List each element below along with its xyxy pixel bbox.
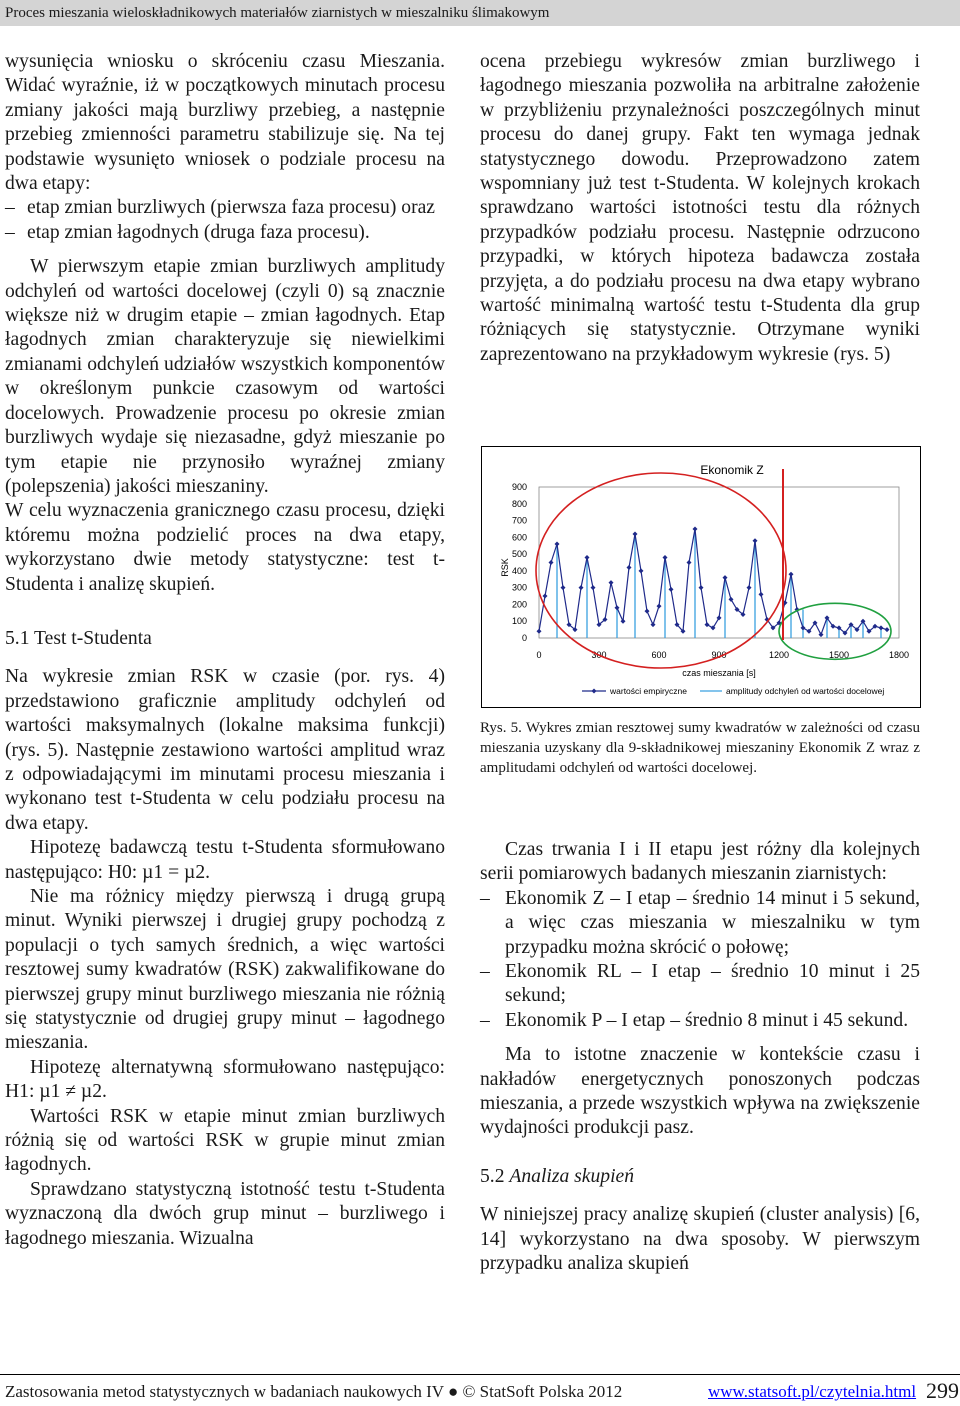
empirical-point bbox=[651, 622, 656, 627]
empirical-point bbox=[723, 575, 728, 580]
stage-one-ellipse bbox=[536, 473, 786, 668]
y-tick-label: 400 bbox=[511, 565, 527, 576]
running-header: Proces mieszania wieloskładnikowych materiałów ziarnistych w mieszalniku ślimakowym bbox=[0, 0, 960, 26]
empirical-point bbox=[705, 622, 710, 627]
empirical-point bbox=[585, 555, 590, 560]
legend-label-empirical: wartości empiryczne bbox=[610, 686, 687, 696]
empirical-point bbox=[699, 585, 704, 590]
section-heading bbox=[480, 1165, 920, 1189]
empirical-point bbox=[609, 580, 614, 585]
empirical-point bbox=[717, 615, 722, 620]
empirical-point bbox=[549, 560, 554, 565]
list-item: – Ekonomik P – I etap – średnio 8 minut i 45 sekund. bbox=[480, 1009, 920, 1033]
empirical-point bbox=[627, 565, 632, 570]
empirical-point bbox=[657, 604, 662, 609]
empirical-point bbox=[615, 605, 620, 610]
empirical-point bbox=[759, 592, 764, 597]
x-tick-label: 600 bbox=[651, 650, 667, 660]
y-tick-label: 200 bbox=[511, 599, 527, 610]
x-tick-label: 1800 bbox=[888, 650, 910, 660]
paragraph: Ma to istotne znaczenie w kontekście czasu i nakładów energetycznych ponoszonych podczas mieszania, a przede wszystkich wpływa na zwiększenie wydajności produkcji pasz. bbox=[480, 1044, 920, 1139]
footer-link[interactable]: www.statsoft.pl/czytelnia.html bbox=[708, 1382, 917, 1401]
x-tick-label: 1200 bbox=[768, 650, 790, 660]
section-title: Analiza skupień bbox=[509, 1165, 635, 1187]
empirical-point bbox=[711, 625, 716, 630]
y-tick-label: 500 bbox=[511, 549, 527, 560]
right-column-bottom bbox=[480, 838, 920, 1277]
x-axis-label: czas mieszania [s] bbox=[682, 668, 756, 678]
empirical-point bbox=[555, 542, 560, 547]
list-item: – etap zmian łagodnych (druga faza procesu). bbox=[5, 221, 445, 245]
x-tick-label: 0 bbox=[536, 650, 542, 660]
empirical-point bbox=[621, 619, 626, 624]
paragraph: ocena przebiegu wykresów zmian burzliwego i łagodnego mieszania pozwoliła na arbitralne założenie w przybliżeniu przynależności poszczególnych minut procesu do danej grupy. Fakt ten wymaga jednak statystycznego dowodu. Przeprowadzono zatem wspomniany już test t-Studenta. W kolejnych krokach sprawdzano wartości istotności testu dla różnych przypadków podziału procesu. Następnie odrzucono przypadki, w których hipoteza badawcza została przyjęta, a do podziału procesu na dwa etapy wybrano wartość minimalną wartość testu t-Studenta dla grup różniących się statystycznie. Otrzymane wyniki zaprezentowano na przykładowym wykresie (rys. 5) bbox=[480, 51, 920, 365]
paragraph: Na wykresie zmian RSK w czasie (por. rys. 4) przedstawiono graficznie amplitudy odchyleń od wartości maksymalnych (lokalne maksima funkcji) (rys. 5). Następnie zestawiono wartości amplitud wraz z odpowiadającymi im minutami procesu mieszania i wykonano test t-Studenta w celu podziału procesu na dwa etapy. bbox=[5, 666, 445, 834]
chart-title: Ekonomik Z bbox=[700, 463, 764, 477]
empirical-series-line bbox=[539, 529, 887, 635]
y-tick-label: 300 bbox=[511, 582, 527, 593]
paragraph: Wartości RSK w etapie minut zmian burzliwych różnią się od wartości RSK w grupie minut zmian łagodnych. bbox=[5, 1105, 445, 1176]
left-column bbox=[5, 50, 445, 1251]
y-tick-label: 100 bbox=[511, 616, 527, 627]
empirical-point bbox=[729, 597, 734, 602]
figure-caption: Rys. 5. Wykres zmian resztowej sumy kwadratów w zależności od czasu mieszania uzyskany dla 9-składnikowej mieszaniny Ekonomik Z wraz z amplitudami odchyleń od wartości docelowej. bbox=[480, 720, 920, 776]
paragraph: W niniejszej pracy analizę skupień (cluster analysis) [6, 14] wykorzystano na dwa sposoby. W pierwszym przypadku analiza skupień bbox=[480, 1204, 920, 1275]
chart-figure bbox=[481, 446, 921, 708]
paragraph: Hipotezę badawczą testu t-Studenta sformułowano następująco: H0: µ1 = µ2. bbox=[5, 837, 445, 883]
paragraph: wysunięcia wniosku o skróceniu czasu Mieszania. Widać wyraźnie, iż w początkowych minutach procesu zmiany jakości mają burzliwy przebieg, a następnie przebieg zmienności parametru stabilizuje się. Na tej podstawie wysunięto wniosek o podziale procesu na dwa etapy: bbox=[5, 51, 445, 195]
page-number: 299 bbox=[926, 1378, 959, 1403]
paragraph: Hipotezę alternatywną sformułowano następująco: H1: µ1 ≠ µ2. bbox=[5, 1056, 445, 1103]
footer-text: Zastosowania metod statystycznych w badaniach naukowych IV ● © StatSoft Polska 2012 bbox=[5, 1382, 623, 1401]
y-tick-label: 0 bbox=[521, 633, 527, 643]
legend-marker-empirical bbox=[592, 689, 597, 694]
empirical-point bbox=[753, 538, 758, 543]
y-axis-label: RSK bbox=[500, 558, 510, 577]
empirical-point bbox=[579, 585, 584, 590]
empirical-point bbox=[819, 632, 824, 637]
list-item: – Ekonomik RL – I etap – średnio 10 minut i 25 sekund; bbox=[480, 960, 920, 1009]
empirical-point bbox=[633, 531, 638, 536]
paragraph: W celu wyznaczenia granicznego czasu procesu, dzięki któremu można podzielić proces na dwa etapy, wykorzystano dwie metody statystyczne: test t-Studenta i analizę skupień. bbox=[5, 500, 445, 595]
paragraph: W pierwszym etapie zmian burzliwych amplitudy odchyleń od wartości docelowej (czyli 0) są znacznie większe niż w drugim etapie – zmian łagodnych. Etap łagodnych zmian charakteryzuje się niewielkimi zmianami odchyleń udziałów wszystkich komponentów w określonym punkcie czasowym od wartości docelowych. Prowadzenie procesu po okresie zmian burzliwych wydaje się niezasadne, gdyż mieszanie po tym etapie nie przynosiło wyraźnej zmiany (polepszenia) jakości mieszaniny. bbox=[5, 256, 445, 497]
empirical-point bbox=[639, 568, 644, 573]
empirical-point bbox=[801, 625, 806, 630]
list-item: – Ekonomik Z – I etap – średnio 14 minut i 5 sekund, a więc czas mieszania w mieszalniku w tym przypadku można skrócić o połowę; bbox=[480, 887, 920, 960]
section-number: 5.2 bbox=[480, 1165, 510, 1187]
right-column-top bbox=[480, 50, 920, 367]
paragraph: Sprawdzano statystyczną istotność testu t-Studenta wyznaczoną dla dwóch grup minut – burzliwego i łagodnego mieszania. Wizualna bbox=[5, 1178, 445, 1249]
empirical-point bbox=[669, 587, 674, 592]
x-tick-label: 300 bbox=[591, 650, 607, 660]
y-tick-label: 900 bbox=[511, 482, 527, 492]
empirical-point bbox=[561, 585, 566, 590]
chart-svg bbox=[482, 447, 920, 707]
footer-rule bbox=[0, 1374, 960, 1375]
empirical-point bbox=[537, 629, 542, 634]
list-item: – etap zmian burzliwych (pierwsza faza procesu) oraz bbox=[5, 196, 445, 220]
y-tick-label: 600 bbox=[511, 532, 527, 543]
paragraph: Nie ma różnicy między pierwszą i drugą grupą minut. Wyniki pierwszej i drugiej grupy pochodzą z populacji o tych samych średnich, a więc wartości resztowej sumy kwadratów (RSK) zakwalifikowane do pierwszej grupy minut burzliwego mieszania nie różnią się statystycznie od drugiej grupy minut – łagodnego mieszania. bbox=[5, 886, 445, 1054]
empirical-point bbox=[693, 526, 698, 531]
y-tick-label: 700 bbox=[511, 515, 527, 526]
empirical-point bbox=[747, 585, 752, 590]
empirical-point bbox=[543, 594, 548, 599]
empirical-point bbox=[687, 560, 692, 565]
empirical-point bbox=[645, 609, 650, 614]
legend-label-amplitude: amplitudy odchyleń od wartości docelowej bbox=[726, 686, 885, 696]
empirical-point bbox=[789, 572, 794, 577]
section-heading: 5.1 Test t-Studenta bbox=[5, 627, 152, 649]
y-tick-label: 800 bbox=[511, 498, 527, 509]
empirical-point bbox=[591, 585, 596, 590]
empirical-point bbox=[663, 555, 668, 560]
empirical-point bbox=[879, 625, 884, 630]
x-tick-label: 900 bbox=[711, 650, 727, 660]
x-tick-label: 1500 bbox=[828, 650, 850, 660]
empirical-point bbox=[885, 627, 890, 632]
paragraph: Czas trwania I i II etapu jest różny dla kolejnych serii pomiarowych badanych mieszanin ziarnistych: bbox=[480, 839, 920, 885]
